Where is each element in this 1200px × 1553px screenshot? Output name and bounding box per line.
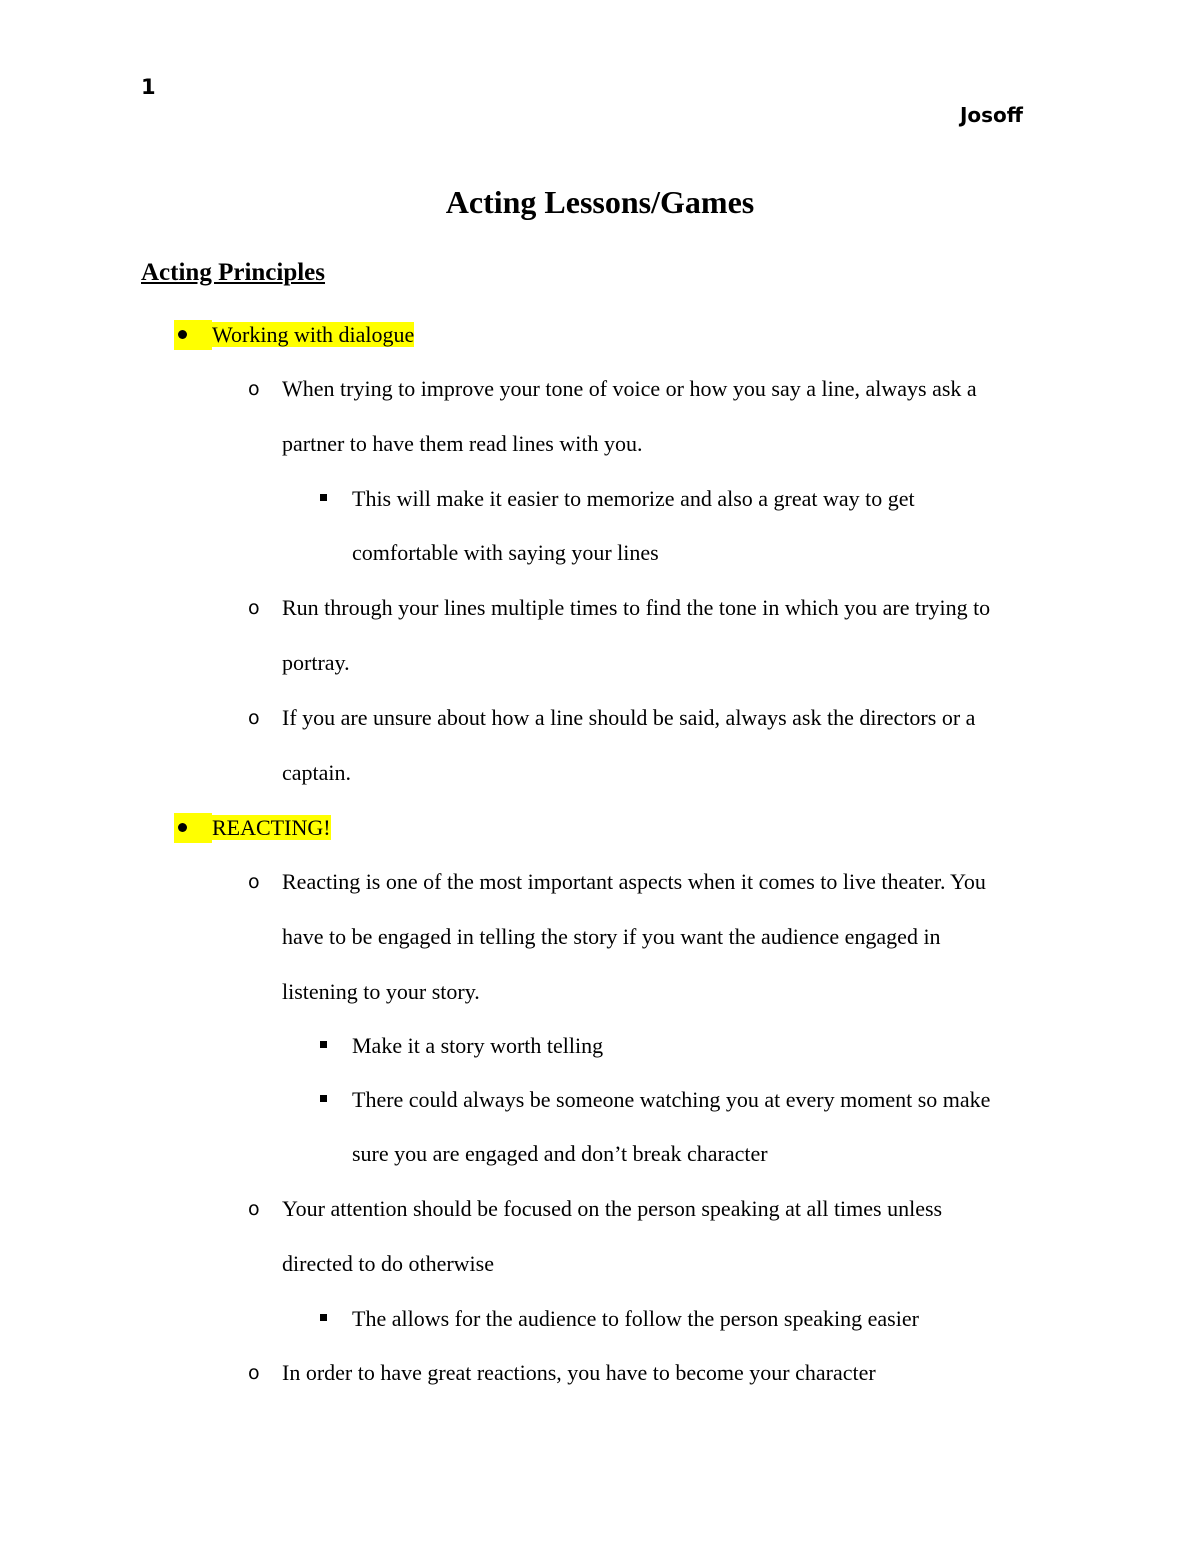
list-item-line: In order to have great reactions, you have to become your character (282, 1360, 876, 1385)
list-item-line: sure you are engaged and don’t break character (352, 1141, 768, 1166)
list-item-line: have to be engaged in telling the story if you want the audience engaged in (282, 924, 941, 949)
list-item-line: directed to do otherwise (282, 1251, 494, 1276)
author-header: Josoff (959, 103, 1023, 127)
circle-bullet-icon: o (248, 378, 260, 400)
list-item-line: This will make it easier to memorize and also a great way to get (352, 486, 915, 511)
list-item-line: comfortable with saying your lines (352, 540, 659, 565)
section-heading: Acting Principles (141, 259, 326, 286)
list-item-line: Your attention should be focused on the person speaking at all times unless (282, 1196, 943, 1221)
list-item-line: portray. (282, 650, 350, 675)
bullet-dot-icon (178, 330, 187, 339)
circle-bullet-icon: o (248, 1362, 260, 1384)
square-bullet-icon (320, 1041, 327, 1048)
list-item-line: When trying to improve your tone of voice or how you say a line, always ask a (282, 376, 977, 401)
square-bullet-icon (320, 1095, 327, 1102)
square-bullet-icon (320, 1314, 327, 1321)
circle-bullet-icon: o (248, 707, 260, 729)
list-item-label: REACTING! (212, 815, 331, 840)
list-item-line: Make it a story worth telling (352, 1033, 604, 1058)
list-item-line: listening to your story. (282, 979, 480, 1004)
circle-bullet-icon: o (248, 1198, 260, 1220)
list-item-line: partner to have them read lines with you. (282, 431, 643, 456)
document-title: Acting Lessons/Games (445, 184, 755, 220)
list-item-line: There could always be someone watching you at every moment so make (352, 1087, 991, 1112)
list-item-line: captain. (282, 760, 352, 785)
page-number: 1 (141, 75, 156, 99)
square-bullet-icon (320, 494, 327, 501)
bullet-dot-icon (178, 823, 187, 832)
list-item-label: Working with dialogue (212, 322, 415, 347)
list-item-line: If you are unsure about how a line should be said, always ask the directors or a (282, 705, 976, 730)
list-item-line: Reacting is one of the most important aspects when it comes to live theater. You (282, 869, 986, 894)
circle-bullet-icon: o (248, 597, 260, 619)
list-item-line: The allows for the audience to follow the person speaking easier (352, 1306, 919, 1331)
list-item-line: Run through your lines multiple times to find the tone in which you are trying to (282, 595, 991, 620)
circle-bullet-icon: o (248, 871, 260, 893)
